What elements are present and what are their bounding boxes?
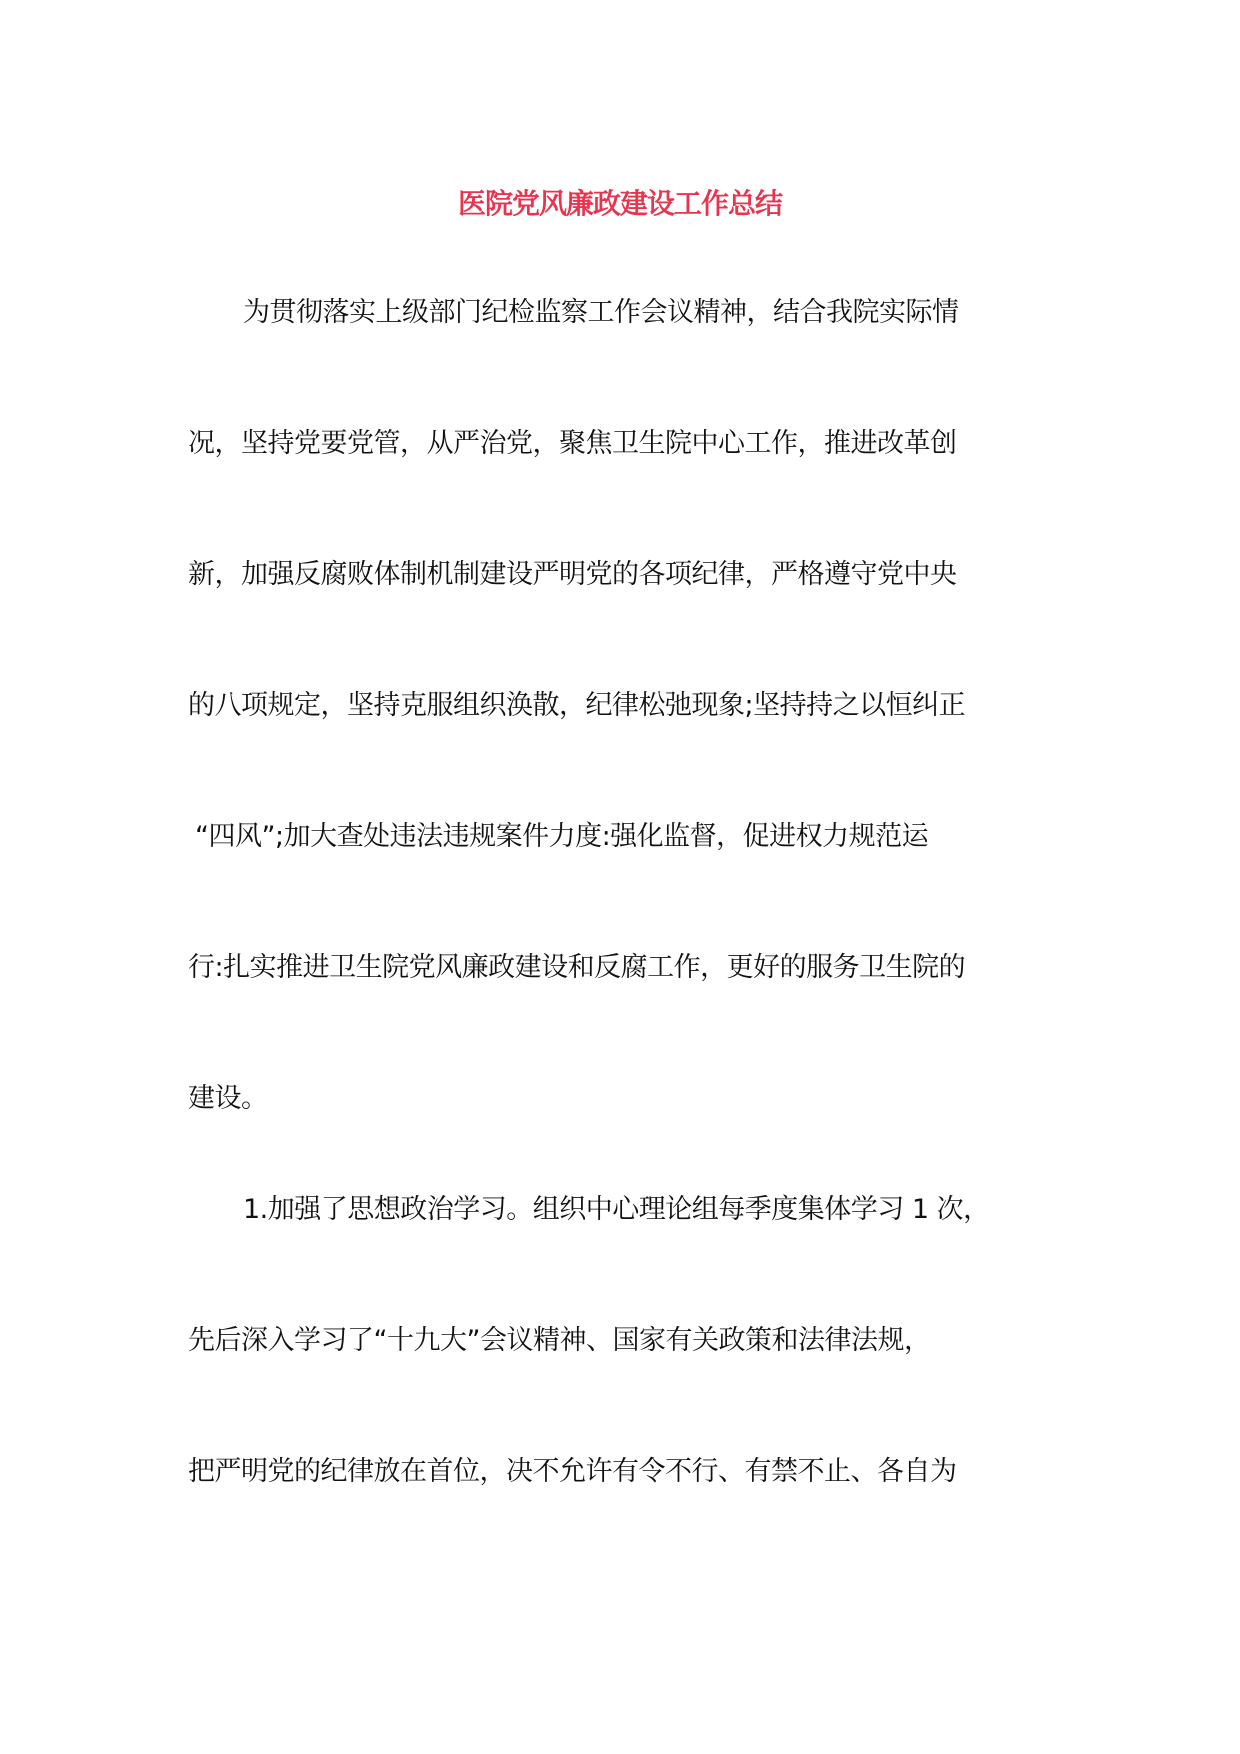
- paragraph-line: 先后深入学习了“十九大”会议精神、国家有关政策和法律法规，: [188, 1325, 931, 1356]
- paragraph-line: 1.加强了思想政治学习。组织中心理论组每季度集体学习 1 次，: [243, 1194, 990, 1225]
- paragraph-line: 况，坚持党要党管，从严治党，聚焦卫生院中心工作，推进改革创: [188, 428, 957, 459]
- paragraph-line: 新，加强反腐败体制机制建设严明党的各项纪律，严格遵守党中央: [188, 559, 957, 590]
- paragraph-line: 建设。: [188, 1083, 268, 1114]
- paragraph-line: 把严明党的纪律放在首位，决不允许有令不行、有禁不止、各自为: [188, 1456, 957, 1487]
- paragraph-line: 为贯彻落实上级部门纪检监察工作会议精神，结合我院实际情: [243, 297, 959, 328]
- paragraph-line: 行:扎实推进卫生院党风廉政建设和反腐工作，更好的服务卫生院的: [188, 952, 966, 983]
- document-title: 医院党风廉政建设工作总结: [457, 187, 782, 220]
- paragraph-line: “四风”;加大查处违法违规案件力度:强化监督，促进权力规范运: [195, 821, 929, 852]
- paragraph-line: 的八项规定，坚持克服组织涣散，纪律松弛现象;坚持持之以恒纠正: [188, 690, 966, 721]
